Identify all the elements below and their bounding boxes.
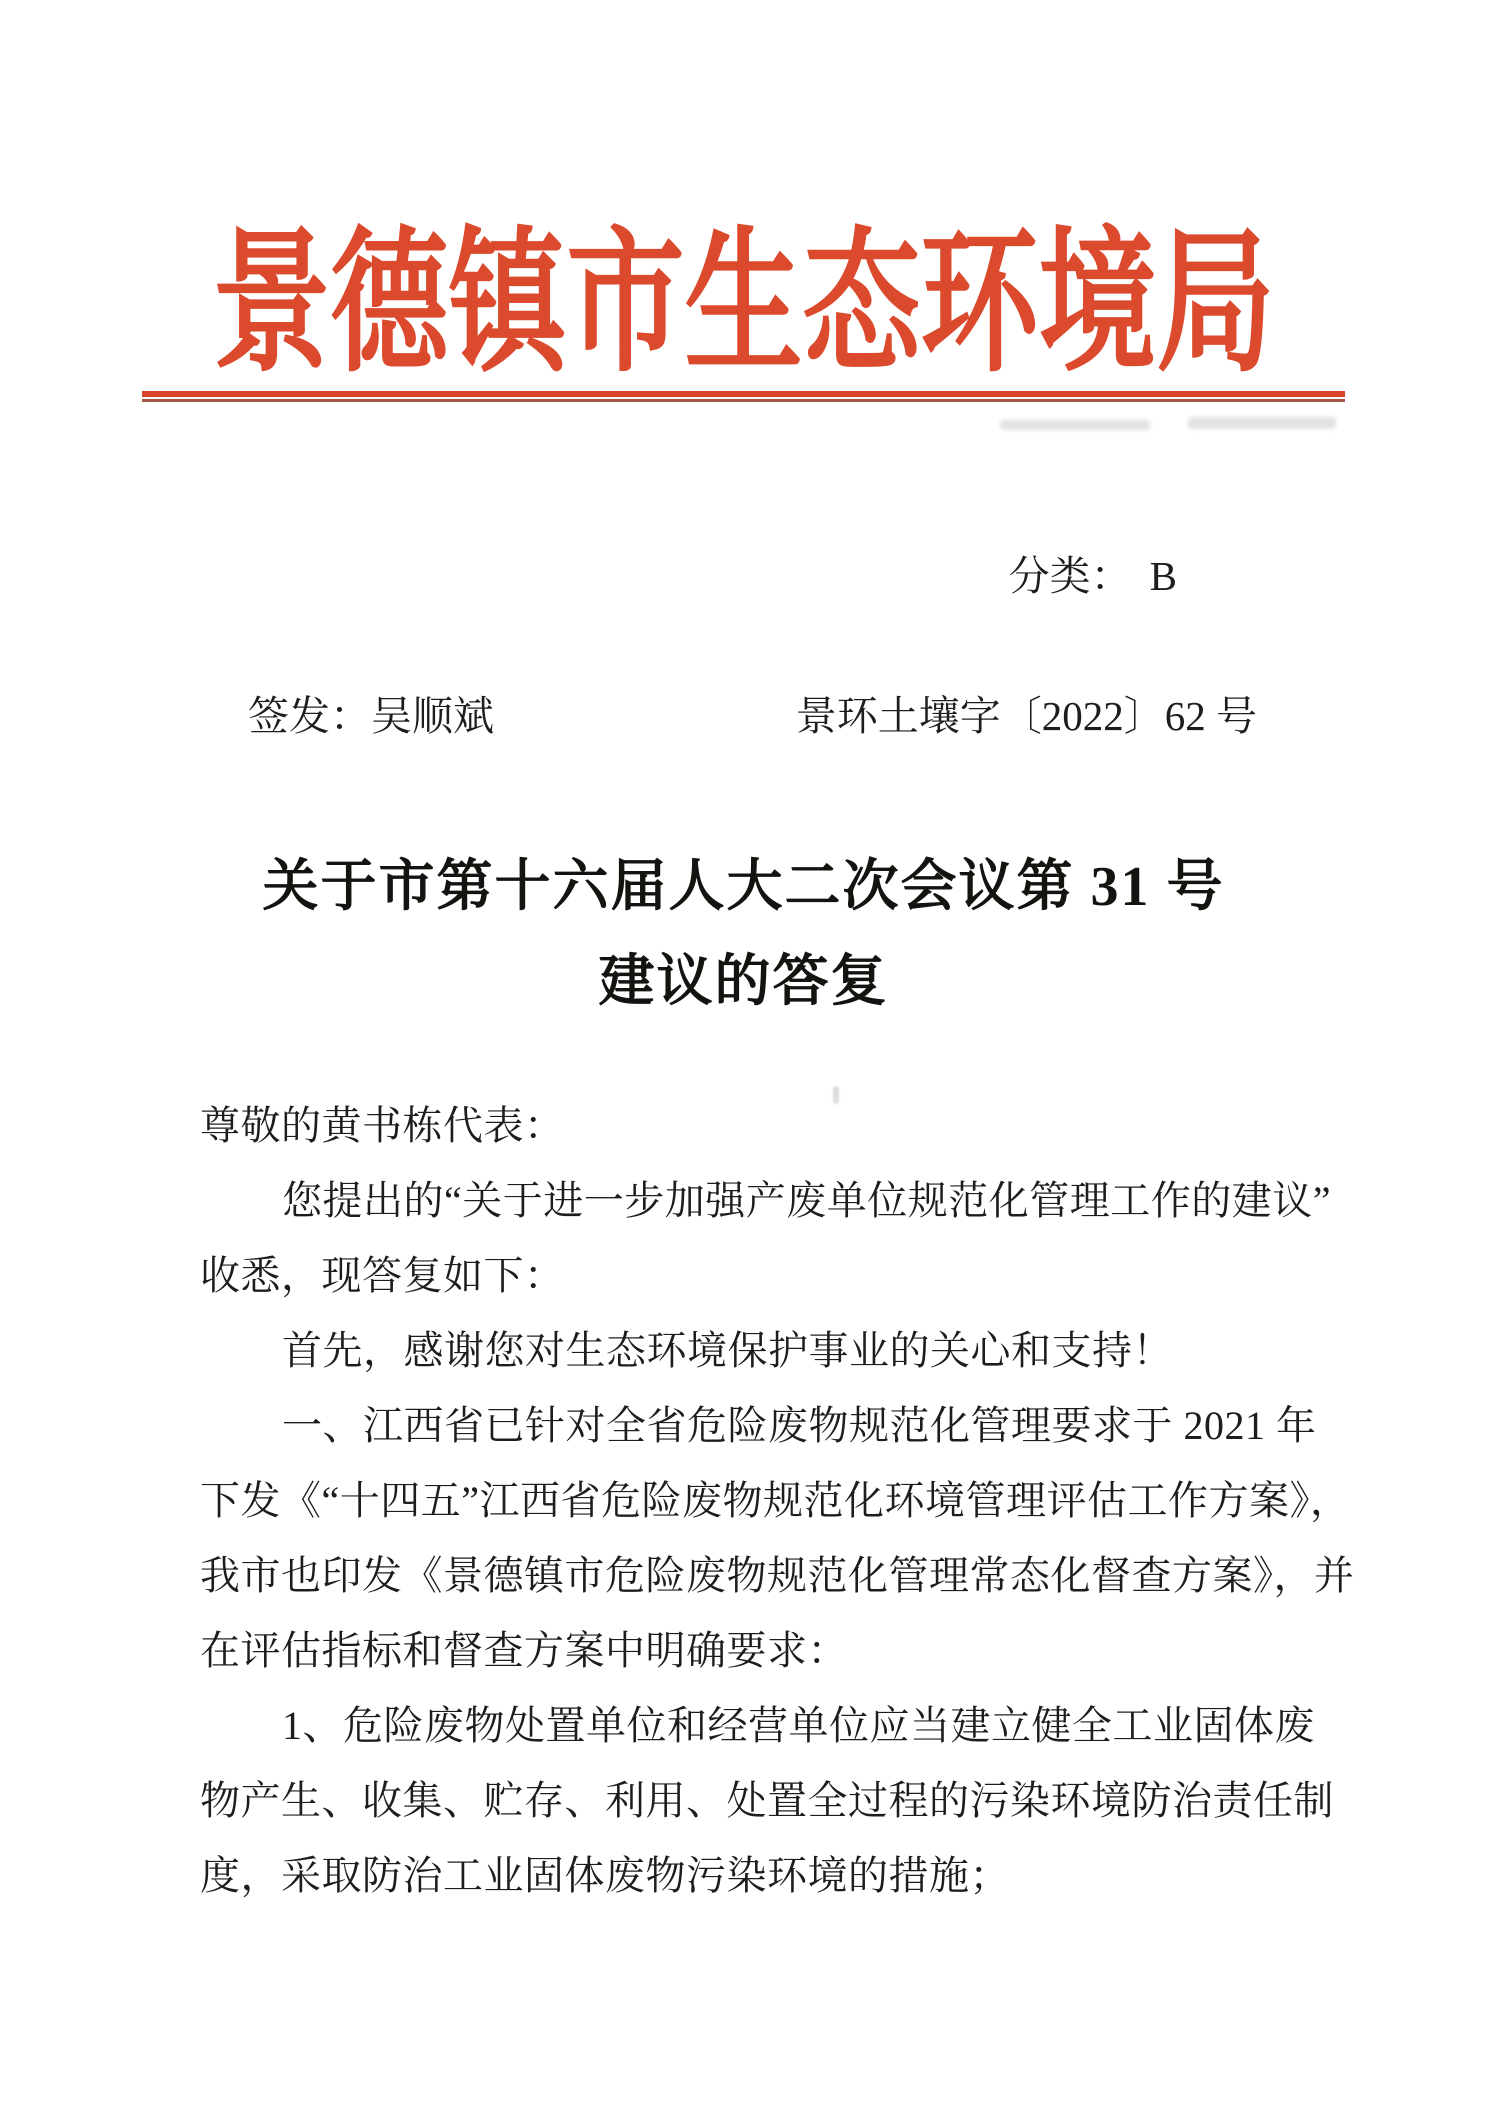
docinfo-row xyxy=(200,692,1307,741)
classification-row xyxy=(200,552,1307,601)
body-line: 您提出的“关于进一步加强产废单位规范化管理工作的建议” xyxy=(282,1178,1332,1223)
scan-artifact xyxy=(1188,417,1336,429)
body-line: 度，采取防治工业固体废物污染环境的措施； xyxy=(200,1853,1010,1898)
classification-value: B xyxy=(1149,553,1177,599)
agency-name: 景德镇市生态环境局 xyxy=(212,217,1275,391)
body-line: 尊敬的黄书栋代表： xyxy=(200,1103,565,1148)
document-number: 景环土壤字〔2022〕62 号 xyxy=(795,693,1257,739)
body-line: 下发《“十四五”江西省危险废物规范化环境管理评估工作方案》， xyxy=(200,1478,1351,1523)
body-line: 1、危险废物处置单位和经营单位应当建立健全工业固体废 xyxy=(282,1703,1315,1748)
body-line: 我市也印发《景德镇市危险废物规范化管理常态化督查方案》，并 xyxy=(200,1553,1355,1598)
body-line: 物产生、收集、贮存、利用、处置全过程的污染环境防治责任制 xyxy=(200,1778,1334,1823)
body-line: 在评估指标和督查方案中明确要求： xyxy=(200,1628,848,1673)
issuer-label: 签发： xyxy=(248,693,371,739)
letterhead-divider xyxy=(142,391,1345,403)
divider-thin-line xyxy=(142,399,1345,402)
body-line: 一、江西省已针对全省危险废物规范化管理要求于 2021 年 xyxy=(282,1403,1317,1448)
body-text xyxy=(200,1088,1355,1913)
title-line-1: 关于市第十六届人大二次会议第 31 号 xyxy=(262,856,1225,918)
body-line: 收悉，现答复如下： xyxy=(200,1253,565,1298)
issuer-name: 吴顺斌 xyxy=(371,693,494,739)
classification-label: 分类： xyxy=(1008,553,1132,599)
title-line-2: 建议的答复 xyxy=(598,951,889,1013)
body-line: 首先，感谢您对生态环境保护事业的关心和支持！ xyxy=(282,1328,1173,1373)
scan-artifact xyxy=(1000,420,1150,430)
issuer xyxy=(248,692,494,741)
document-title xyxy=(0,840,1487,1030)
letterhead xyxy=(0,195,1487,415)
